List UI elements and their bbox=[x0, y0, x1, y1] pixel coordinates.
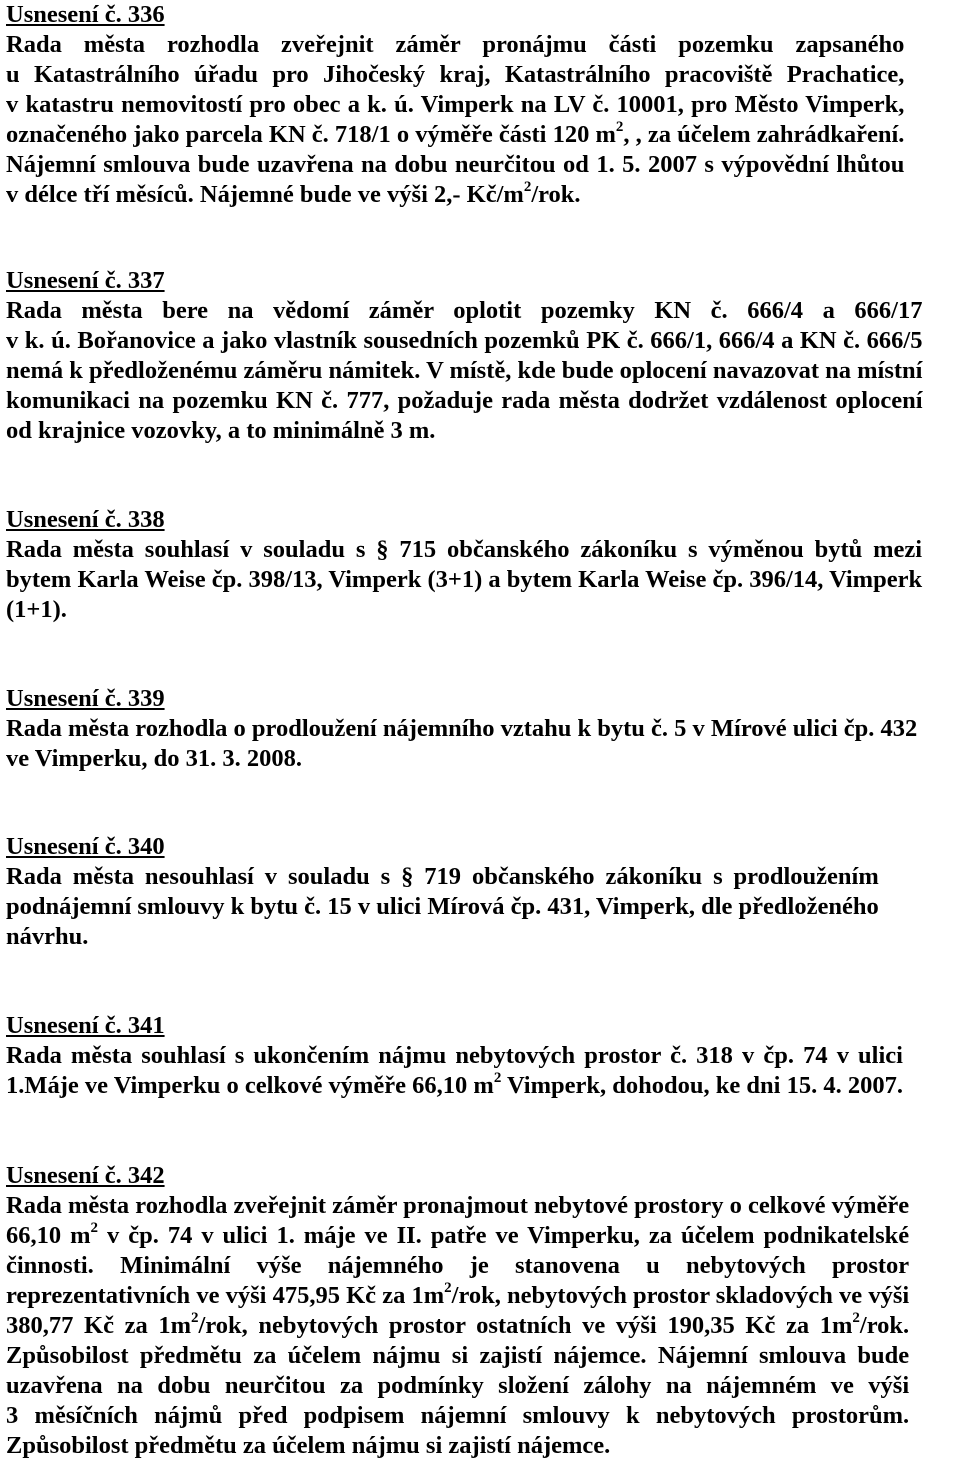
text-segment: označeného jako parcela KN č. 718/1 o výměře části 120 m bbox=[6, 121, 616, 148]
text-line: Rada města nesouhlasí v souladu s § 719 občanského zákoníku s prodloužením bbox=[6, 863, 879, 890]
text-line: (1+1). bbox=[6, 596, 67, 623]
resolution-body bbox=[6, 862, 879, 952]
superscript: 2 bbox=[191, 1309, 199, 1326]
text-line: podnájemní smlouvy k bytu č. 15 v ulici Mírová čp. 431, Vimperk, dle předloženého bbox=[6, 893, 879, 920]
resolution-body bbox=[6, 30, 904, 210]
resolution-341 bbox=[6, 1011, 903, 1101]
superscript: 2 bbox=[493, 1069, 502, 1086]
text-line: Rada města rozhodla zveřejnit záměr pronájmu části pozemku zapsaného bbox=[6, 31, 905, 58]
resolution-body bbox=[6, 296, 923, 446]
text-line: ve Vimperku, do 31. 3. 2008. bbox=[6, 745, 303, 772]
text-line: Způsobilost předmětu za účelem nájmu si zajistí nájemce. bbox=[6, 1432, 611, 1459]
text-line: komunikaci na pozemku KN č. 777, požaduje rada města dodržet vzdálenost oplocení bbox=[6, 387, 923, 414]
text-line: od krajnice vozovky, a to minimálně 3 m. bbox=[6, 417, 436, 444]
resolution-338 bbox=[6, 505, 922, 625]
text-line: v k. ú. Bořanovice a jako vlastník sousedních pozemků PK č. 666/1, 666/4 a KN č. 666/5 bbox=[6, 327, 923, 354]
text-segment: v čp. 74 v ulici 1. máje ve II. patře ve Vimperku, za účelem podnikatelské bbox=[98, 1222, 910, 1249]
text-line: Způsobilost předmětu za účelem nájmu si zajistí nájemce. Nájemní smlouva bude bbox=[6, 1342, 910, 1369]
resolution-336 bbox=[6, 0, 904, 210]
resolution-body bbox=[6, 1191, 909, 1461]
text-line: Rada města rozhodla zveřejnit záměr pronajmout nebytové prostory o celkové výměře bbox=[6, 1192, 910, 1219]
text-line bbox=[6, 120, 904, 150]
text-line: v katastru nemovitostí pro obec a k. ú. Vimperk na LV č. 10001, pro Město Vimperk, bbox=[6, 91, 905, 118]
text-line bbox=[6, 1281, 909, 1311]
text-segment: 380,77 Kč za 1m bbox=[6, 1312, 192, 1339]
resolution-title: Usnesení č. 337 bbox=[6, 267, 165, 294]
resolution-title: Usnesení č. 336 bbox=[6, 1, 165, 28]
text-line: u Katastrálního úřadu pro Jihočeský kraj, Katastrálního pracoviště Prachatice, bbox=[6, 61, 905, 88]
text-line: Rada města souhlasí s ukončením nájmu nebytových prostor č. 318 v čp. 74 v ulici bbox=[6, 1042, 903, 1069]
text-segment: v délce tří měsíců. Nájemné bude ve výši 2,- Kč/m bbox=[6, 181, 524, 208]
superscript: 2 bbox=[90, 1219, 99, 1236]
resolution-body bbox=[6, 535, 922, 625]
resolution-title: Usnesení č. 340 bbox=[6, 833, 165, 860]
superscript: 2 bbox=[852, 1309, 860, 1326]
text-segment: reprezentativních ve výši 475,95 Kč za 1m bbox=[6, 1282, 445, 1309]
text-line bbox=[6, 1221, 909, 1251]
resolution-title: Usnesení č. 338 bbox=[6, 506, 165, 533]
resolution-title: Usnesení č. 341 bbox=[6, 1012, 165, 1039]
text-line: Rada města rozhodla o prodloužení nájemního vztahu k bytu č. 5 v Mírové ulici čp. 432 bbox=[6, 715, 918, 742]
text-segment: /rok, nebytových prostor ostatních ve výši 190,35 Kč za 1m bbox=[198, 1312, 853, 1339]
text-line bbox=[6, 180, 904, 210]
text-line bbox=[6, 1311, 909, 1341]
text-segment: Vimperk, dohodou, ke dni 15. 4. 2007. bbox=[501, 1072, 903, 1099]
resolution-body bbox=[6, 714, 917, 774]
resolution-342 bbox=[6, 1161, 909, 1461]
text-line: Rada města bere na vědomí záměr oplotit pozemky KN č. 666/4 a 666/17 bbox=[6, 297, 923, 324]
text-line: bytem Karla Weise čp. 398/13, Vimperk (3+1) a bytem Karla Weise čp. 396/14, Vimperk bbox=[6, 566, 923, 593]
text-line: uzavřena na dobu neurčitou za podmínky složení zálohy na nájemném ve výši bbox=[6, 1372, 910, 1399]
text-line: Rada města souhlasí v souladu s § 715 občanského zákoníku s výměnou bytů mezi bbox=[6, 536, 923, 563]
resolution-title: Usnesení č. 339 bbox=[6, 685, 165, 712]
resolution-337 bbox=[6, 266, 923, 446]
text-segment: /rok. bbox=[531, 181, 581, 208]
text-segment: 66,10 m bbox=[6, 1222, 91, 1249]
resolution-339 bbox=[6, 684, 917, 774]
text-segment: , , za účelem zahrádkaření. bbox=[623, 121, 905, 148]
resolution-title: Usnesení č. 342 bbox=[6, 1162, 165, 1189]
superscript: 2 bbox=[615, 118, 624, 135]
text-segment: /rok. bbox=[859, 1312, 910, 1339]
text-line bbox=[6, 1071, 903, 1101]
text-line: nemá k předloženému záměru námitek. V místě, kde bude oplocení navazovat na místní bbox=[6, 357, 923, 384]
text-segment: /rok, nebytových prostor skladových ve výši bbox=[451, 1282, 910, 1309]
resolution-body bbox=[6, 1041, 903, 1101]
text-line: 3 měsíčních nájmů před podpisem nájemní smlouvy k nebytových prostorům. bbox=[6, 1402, 910, 1429]
superscript: 2 bbox=[444, 1279, 452, 1296]
text-line: činnosti. Minimální výše nájemného je stanovena u nebytových prostor bbox=[6, 1252, 910, 1279]
text-line: Nájemní smlouva bude uzavřena na dobu neurčitou od 1. 5. 2007 s výpovědní lhůtou bbox=[6, 151, 905, 178]
superscript: 2 bbox=[523, 178, 532, 195]
resolution-340 bbox=[6, 832, 879, 952]
text-segment: 1.Máje ve Vimperku o celkové výměře 66,10 m bbox=[6, 1072, 494, 1099]
text-line: návrhu. bbox=[6, 923, 89, 950]
